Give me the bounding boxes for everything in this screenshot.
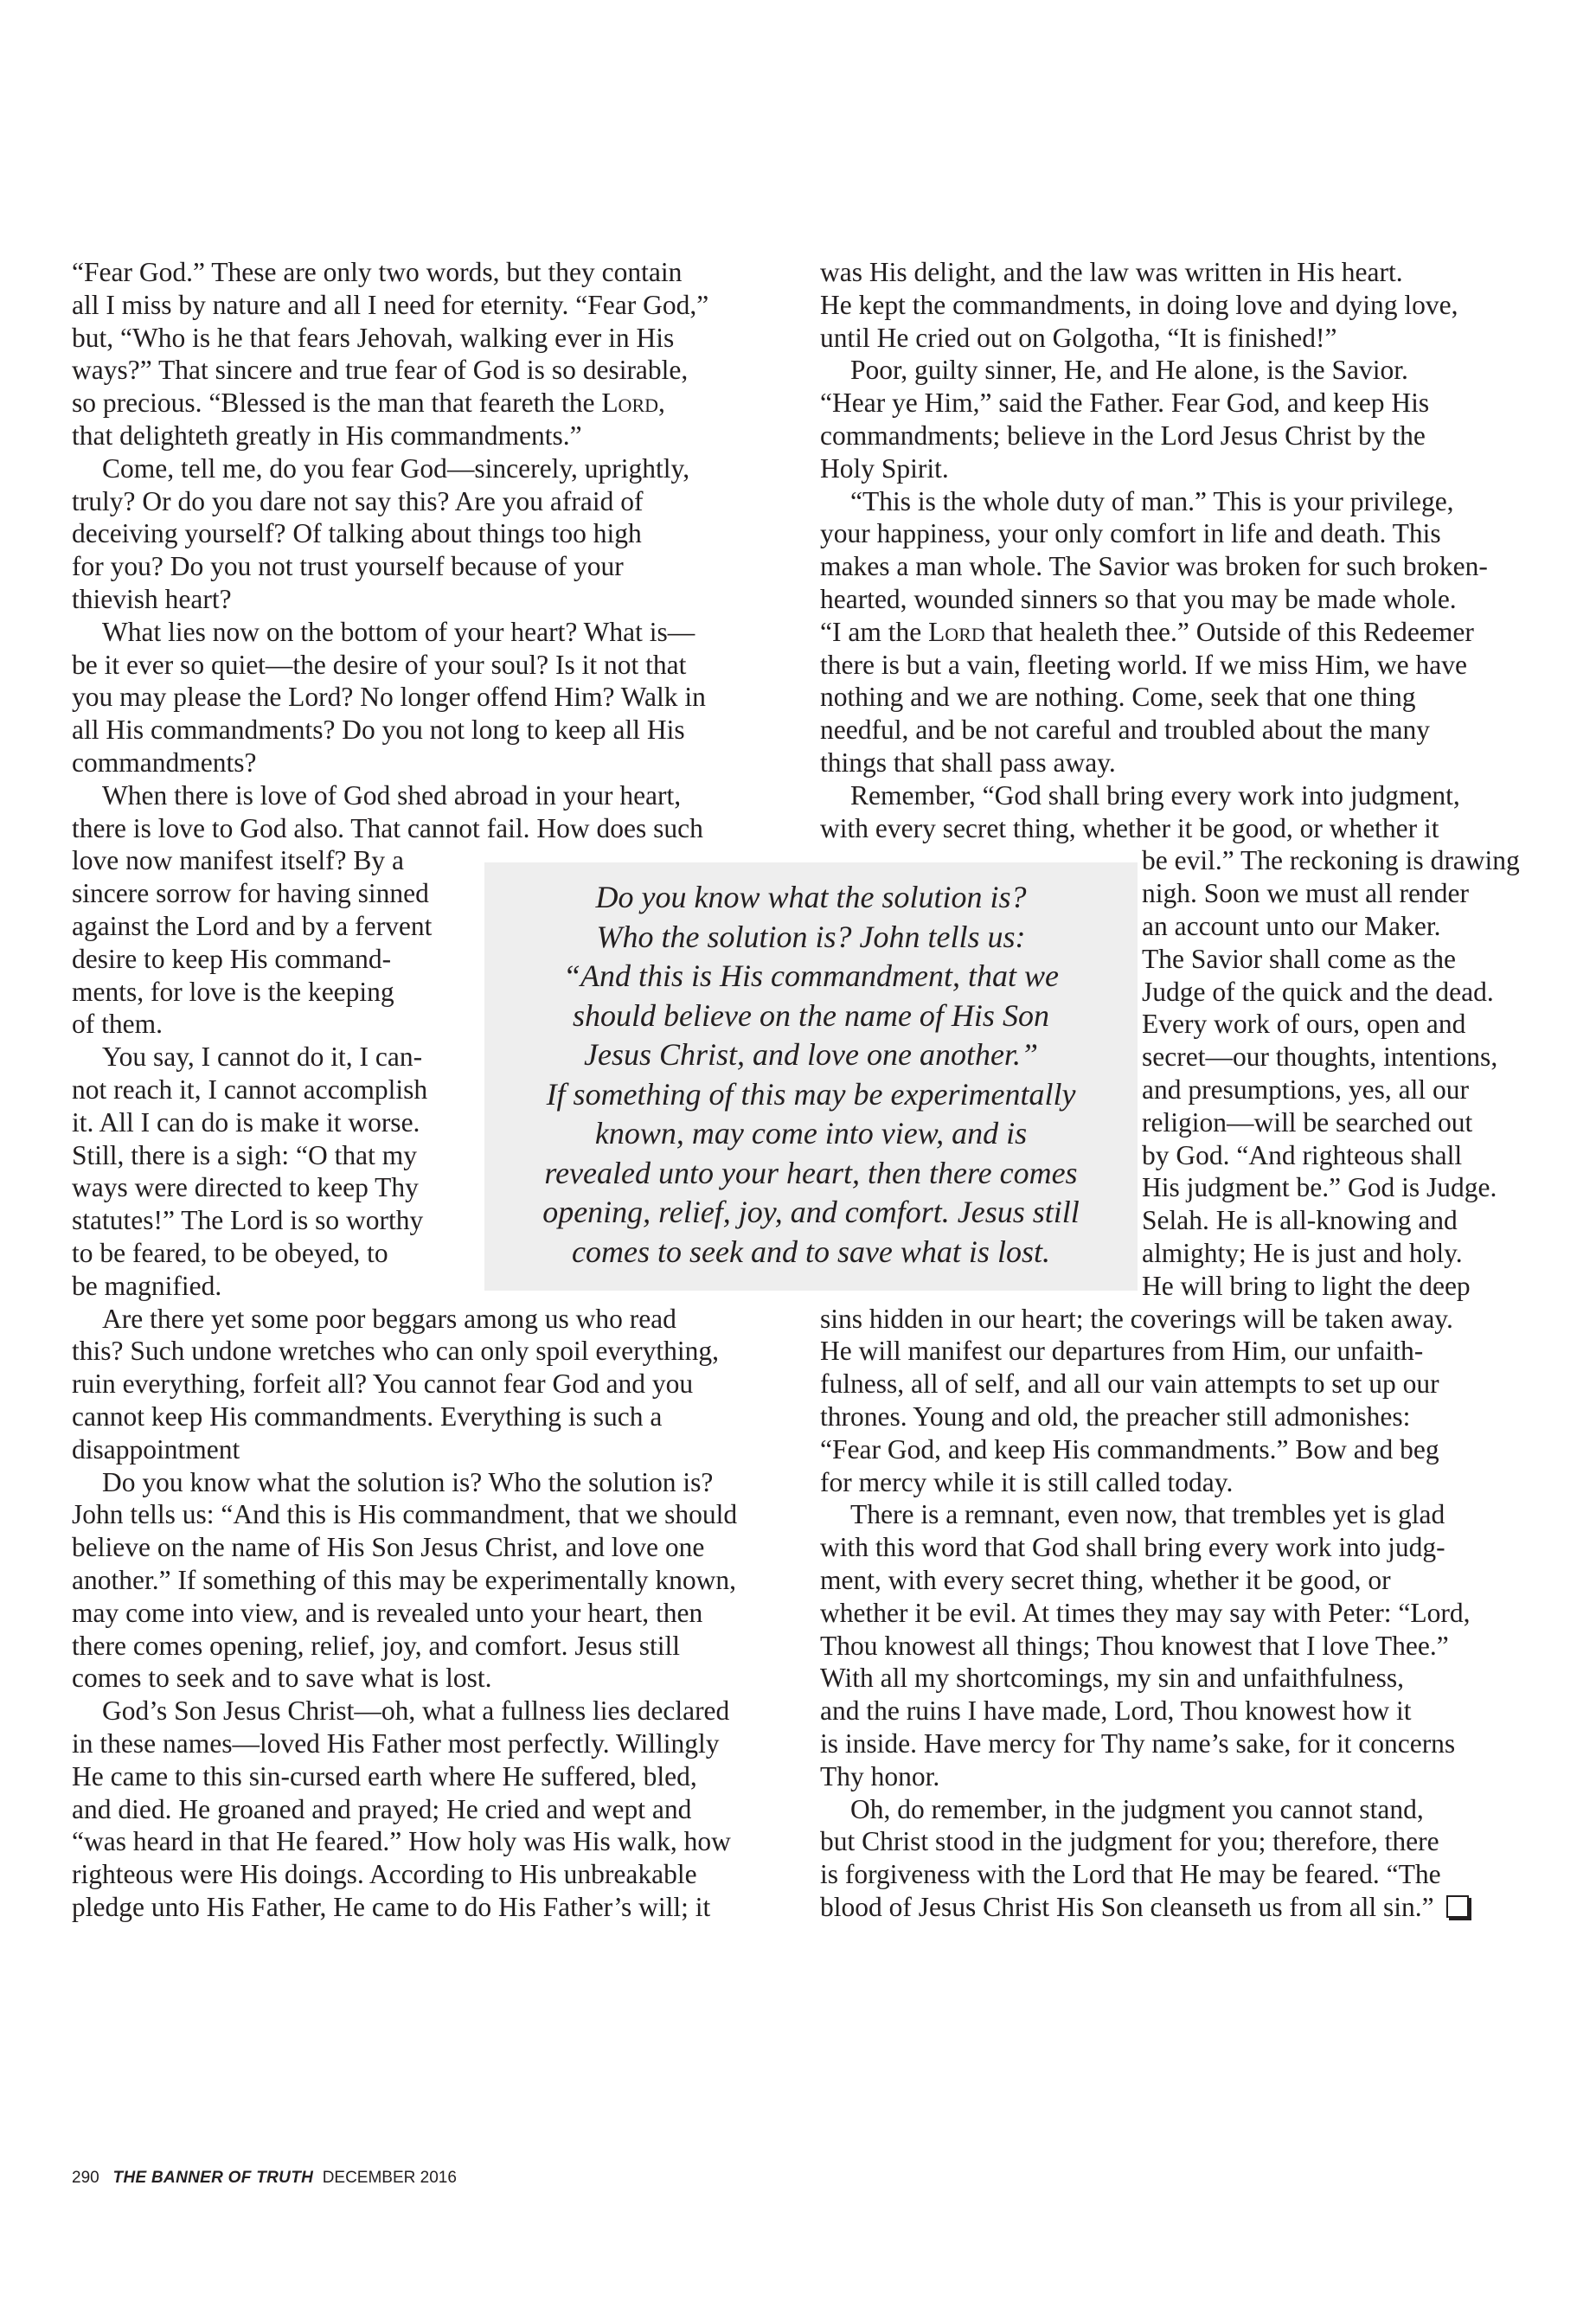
left-column-line: You say, I cannot do it, I can-	[102, 1042, 423, 1073]
left-column-line: in these names—loved His Father most perfectly. Willingly	[72, 1728, 720, 1759]
issue-date: DECEMBER 2016	[322, 2169, 457, 2187]
right-column-line: almighty; He is just and holy.	[1142, 1238, 1463, 1268]
page-number: 290	[72, 2169, 99, 2187]
right-column-line: hearted, wounded sinners so that you may be made whole.	[820, 584, 1457, 614]
left-column-line: desire to keep His command-	[72, 943, 392, 974]
right-column-line: The Savior shall come as the	[1142, 943, 1457, 974]
left-column-line: all His commandments? Do you not long to keep all His	[72, 715, 685, 746]
right-column-line: Thy honor.	[820, 1760, 940, 1791]
left-column-line: John tells us: “And this is His commandment, that we should	[72, 1499, 738, 1530]
right-column-line: is forgiveness with the Lord that He may be feared. “The	[820, 1859, 1441, 1890]
right-column-line: your happiness, your only comfort in life and death. This	[820, 518, 1441, 549]
right-column-line: Holy Spirit.	[820, 452, 949, 484]
right-column-line: makes a man whole. The Savior was broken for such broken-	[820, 551, 1488, 582]
left-column-line: may come into view, and is revealed unto your heart, then	[72, 1597, 703, 1628]
right-column-line: fulness, all of self, and all our vain attempts to set up our	[820, 1368, 1439, 1400]
right-column-line: His judgment be.” God is Judge.	[1142, 1172, 1497, 1203]
left-column-line: “was heard in that He feared.” How holy was His walk, how	[72, 1826, 731, 1857]
pull-quote-line: Jesus Christ, and love one another.”	[584, 1037, 1038, 1072]
pull-quote	[484, 862, 1138, 1291]
left-column-line: against the Lord and by a fervent	[72, 911, 433, 941]
right-column-line: Judge of the quick and the dead.	[1142, 976, 1494, 1007]
pull-quote-line: comes to seek and to save what is lost.	[572, 1234, 1050, 1269]
right-column-line: religion—will be searched out	[1142, 1106, 1473, 1138]
right-column-line: be evil.” The reckoning is drawing	[1142, 845, 1520, 876]
left-column-line: What lies now on the bottom of your heart? What is—	[102, 616, 695, 647]
right-column-line: commandments; believe in the Lord Jesus Christ by the	[820, 420, 1426, 451]
left-column-line: sincere sorrow for having sinned	[72, 878, 429, 909]
left-column-line: not reach it, I cannot accomplish	[72, 1074, 428, 1105]
left-column-line: Come, tell me, do you fear God—sincerely, uprightly,	[102, 452, 690, 484]
left-column-line: righteous were His doings. According to His unbreakable	[72, 1859, 697, 1890]
left-column-line: all I miss by nature and all I need for eternity. “Fear God,”	[72, 289, 709, 320]
right-column-line: With all my shortcomings, my sin and unfaithfulness,	[820, 1663, 1405, 1694]
left-column-line: there comes opening, relief, joy, and comfort. Jesus still	[72, 1630, 681, 1661]
right-column-line: secret—our thoughts, intentions,	[1142, 1042, 1498, 1073]
left-column-line: comes to seek and to save what is lost.	[72, 1663, 492, 1694]
right-column-line: “I am the Lord that healeth thee.” Outside of this Redeemer	[820, 616, 1474, 647]
left-column-line: ways?” That sincere and true fear of God is so desirable,	[72, 355, 689, 386]
left-column-line: truly? Or do you dare not say this? Are you afraid of	[72, 485, 644, 516]
left-column-line: for you? Do you not trust yourself because of your	[72, 551, 624, 582]
left-column-line: and died. He groaned and prayed; He cried and wept and	[72, 1793, 692, 1824]
left-column-line: statutes!” The Lord is so worthy	[72, 1205, 424, 1236]
right-column-line: for mercy while it is still called today.	[820, 1466, 1234, 1497]
magazine-title: THE BANNER OF TRUTH	[112, 2169, 314, 2187]
pull-quote-line: should believe on the name of His Son	[573, 997, 1049, 1033]
right-column-line: there is but a vain, fleeting world. If we miss Him, we have	[820, 649, 1467, 680]
left-column-line: this? Such undone wretches who can only spoil everything,	[72, 1336, 719, 1367]
left-column-line: there is love to God also. That cannot fail. How does such	[72, 812, 703, 843]
left-column-line: pledge unto His Father, He came to do His Father’s will; it	[72, 1892, 711, 1922]
right-column-line: thrones. Young and old, the preacher still admonishes:	[820, 1401, 1411, 1432]
right-column-line: “This is the whole duty of man.” This is your privilege,	[850, 485, 1454, 516]
right-column-line: “Fear God, and keep His commandments.” Bow and beg	[820, 1433, 1439, 1465]
left-column-line: but, “Who is he that fears Jehovah, walking ever in His	[72, 322, 675, 353]
left-column-line: God’s Son Jesus Christ—oh, what a fullness lies declared	[102, 1695, 730, 1727]
left-column-line: ways were directed to keep Thy	[72, 1172, 419, 1203]
left-column-line: Do you know what the solution is? Who the solution is?	[102, 1466, 714, 1497]
pull-quote-line: Who the solution is? John tells us:	[596, 919, 1026, 954]
right-column-line: Oh, do remember, in the judgment you cannot stand,	[850, 1793, 1424, 1824]
right-column-line: with every secret thing, whether it be good, or whether it	[820, 812, 1439, 843]
right-column-line: Poor, guilty sinner, He, and He alone, is the Savior.	[850, 355, 1408, 386]
left-column-line: “Fear God.” These are only two words, but they contain	[72, 257, 683, 287]
pull-quote-line: opening, relief, joy, and comfort. Jesus still	[542, 1195, 1080, 1229]
left-column-line: deceiving yourself? Of talking about things too high	[72, 518, 642, 549]
left-column-line: He came to this sin-cursed earth where He suffered, bled,	[72, 1760, 697, 1791]
right-column-line: ment, with every secret thing, whether it be good, or	[820, 1565, 1391, 1595]
right-column-line: He kept the commandments, in doing love and dying love,	[820, 289, 1458, 320]
right-column-line: Thou knowest all things; Thou knowest that I love Thee.”	[820, 1630, 1449, 1661]
left-column-line: so precious. “Blessed is the man that feareth the Lord,	[72, 388, 665, 419]
right-column-line: sins hidden in our heart; the coverings will be taken away.	[820, 1303, 1453, 1334]
right-column-line: things that shall pass away.	[820, 747, 1116, 778]
left-column-line: you may please the Lord? No longer offend Him? Walk in	[72, 682, 706, 713]
right-column-line: Remember, “God shall bring every work into judgment,	[850, 779, 1460, 811]
right-column-line: needful, and be not careful and troubled about the many	[820, 715, 1430, 746]
left-column-line: thievish heart?	[72, 584, 232, 614]
pull-quote-line: known, may come into view, and is	[594, 1116, 1028, 1150]
right-column-line: nothing and we are nothing. Come, seek that one thing	[820, 682, 1416, 713]
left-column-line: When there is love of God shed abroad in your heart,	[102, 779, 682, 811]
right-column-line: Selah. He is all-knowing and	[1142, 1205, 1458, 1236]
left-column-line: ments, for love is the keeping	[72, 976, 394, 1007]
pull-quote-line: “And this is His commandment, that we	[563, 958, 1059, 993]
right-column-line: Every work of ours, open and	[1142, 1009, 1466, 1040]
left-column-line: Are there yet some poor beggars among us who read	[102, 1303, 676, 1334]
pull-quote-line: Do you know what the solution is?	[595, 880, 1027, 914]
end-mark-icon	[1446, 1895, 1469, 1918]
left-column-line: be it ever so quiet—the desire of your soul? Is it not that	[72, 649, 687, 680]
right-column-line: whether it be evil. At times they may say with Peter: “Lord,	[820, 1597, 1471, 1628]
page-footer	[72, 2165, 457, 2191]
right-column-line: but Christ stood in the judgment for you; therefore, there	[820, 1826, 1439, 1857]
left-column-line: love now manifest itself? By a	[72, 845, 405, 876]
right-column-line: and presumptions, yes, all our	[1142, 1074, 1469, 1105]
right-column-line: and the ruins I have made, Lord, Thou knowest how it	[820, 1695, 1412, 1727]
pull-quote-line: If something of this may be experimentally	[546, 1076, 1076, 1112]
left-column-line: it. All I can do is make it worse.	[72, 1106, 420, 1138]
pull-quote-line: revealed unto your heart, then there comes	[544, 1155, 1078, 1190]
left-column-line: that delighteth greatly in His commandments.”	[72, 420, 582, 451]
right-column-line: He will manifest our departures from Him, our unfaith-	[820, 1336, 1424, 1367]
right-column-line: nigh. Soon we must all render	[1142, 878, 1469, 909]
left-column-line: be magnified.	[72, 1270, 222, 1301]
left-column-line: another.” If something of this may be experimentally known,	[72, 1565, 737, 1595]
right-column-line: “Hear ye Him,” said the Father. Fear God, and keep His	[820, 388, 1430, 419]
left-column-line: cannot keep His commandments. Everything is such a	[72, 1401, 663, 1432]
right-column-line: There is a remnant, even now, that trembles yet is glad	[850, 1499, 1445, 1530]
right-column-line: by God. “And righteous shall	[1142, 1139, 1463, 1170]
right-column-line: blood of Jesus Christ His Son cleanseth us from all sin.”	[820, 1891, 1469, 1924]
right-column-line: until He cried out on Golgotha, “It is finished!”	[820, 322, 1337, 353]
right-column-line: an account unto our Maker.	[1142, 911, 1441, 941]
right-column-line: is inside. Have mercy for Thy name’s sake, for it concerns	[820, 1728, 1456, 1759]
right-column-line: He will bring to light the deep	[1142, 1270, 1471, 1301]
right-column-line: was His delight, and the law was written in His heart.	[820, 257, 1403, 287]
left-column-line: disappointment	[72, 1433, 240, 1465]
left-column-line: commandments?	[72, 747, 257, 778]
left-column-line: to be feared, to be obeyed, to	[72, 1238, 388, 1268]
right-column-line: with this word that God shall bring every work into judg-	[820, 1532, 1445, 1563]
left-column-line: believe on the name of His Son Jesus Christ, and love one	[72, 1532, 705, 1563]
left-column-line: of them.	[72, 1009, 163, 1040]
left-column-line: Still, there is a sigh: “O that my	[72, 1139, 417, 1170]
left-column-line: ruin everything, forfeit all? You cannot fear God and you	[72, 1368, 694, 1400]
